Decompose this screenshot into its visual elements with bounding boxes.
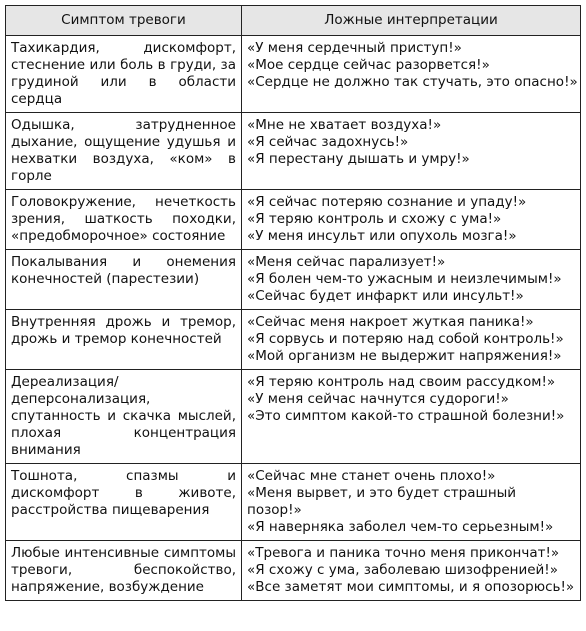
interpretation-line: «Я теряю контроль и схожу с ума!» [247, 211, 502, 227]
interpretation-line: «Это симптом какой-то страшной болезни!» [247, 408, 565, 424]
interpretation-line: «Я наверняка заболел чем-то серьезным!» [247, 519, 554, 535]
interpretation-line: «Мой организм не выдержит напряжения!» [247, 348, 562, 364]
interpretations-cell [242, 250, 581, 310]
interpretation-line: «Все заметят мои симптомы, и я опозорюсь!» [247, 579, 575, 595]
interpretation-line: «Сейчас меня накроет жуткая паника!» [247, 314, 534, 330]
interpretation-line: «У меня сейчас начнутся судороги!» [247, 391, 509, 407]
interpretation-line: «Сердце не должно так стучать, это опасно!» [247, 74, 578, 90]
table-header-row [6, 6, 581, 36]
interpretation-line: «Меня сейчас парализует!» [247, 254, 446, 270]
symptom-cell: Дереализация/деперсонализация, спутанность и скачка мыслей, плохая концентрация внимания [6, 370, 242, 464]
table-row [6, 113, 581, 190]
table-row [6, 310, 581, 370]
symptom-cell: Головокружение, нечеткость зрения, шаткость походки, «предобморочное» состояние [6, 190, 242, 250]
interpretation-line: «Меня вырвет, и это будет страшный позор!» [247, 485, 517, 518]
interpretations-cell [242, 541, 581, 601]
interpretations-cell [242, 310, 581, 370]
interpretation-line: «Я теряю контроль над своим рассудком!» [247, 374, 556, 390]
interpretations-cell [242, 113, 581, 190]
symptom-cell: Одышка, затрудненное дыхание, ощущение удушья и нехватки воздуха, «ком» в горле [6, 113, 242, 190]
header-symptom: Симптом тревоги [6, 6, 242, 36]
interpretation-line: «Тревога и паника точно меня прикончат!» [247, 545, 560, 561]
table-row [6, 190, 581, 250]
interpretation-line: «У меня инсульт или опухоль мозга!» [247, 228, 517, 244]
interpretation-line: «Я схожу с ума, заболеваю шизофренией!» [247, 562, 558, 578]
symptom-cell: Тахикардия, дискомфорт, стеснение или боль в груди, за грудиной или в области сердца [6, 36, 242, 113]
table-row [6, 36, 581, 113]
interpretation-line: «Сейчас будет инфаркт или инсульт!» [247, 288, 524, 304]
table-row [6, 541, 581, 601]
interpretation-line: «Мое сердце сейчас разорвется!» [247, 57, 490, 73]
header-interpretations: Ложные интерпретации [242, 6, 581, 36]
interpretations-cell [242, 464, 581, 541]
table-row [6, 464, 581, 541]
interpretation-line: «У меня сердечный приступ!» [247, 40, 462, 56]
interpretation-line: «Я сейчас потеряю сознание и упаду!» [247, 194, 527, 210]
interpretations-cell [242, 36, 581, 113]
symptom-cell: Внутренняя дрожь и тремор, дрожь и тремор конечностей [6, 310, 242, 370]
interpretation-line: «Я болен чем-то ужасным и неизлечимым!» [247, 271, 562, 287]
interpretation-line: «Сейчас мне станет очень плохо!» [247, 468, 496, 484]
interpretations-cell [242, 370, 581, 464]
interpretation-line: «Мне не хватает воздуха!» [247, 117, 442, 133]
table-row [6, 370, 581, 464]
symptom-cell: Любые интенсивные симптомы тревоги, беспокойство, напряжение, возбуждение [6, 541, 242, 601]
interpretation-line: «Я сейчас задохнусь!» [247, 134, 409, 150]
interpretations-cell [242, 190, 581, 250]
symptom-cell: Покалывания и онемения конечностей (парестезии) [6, 250, 242, 310]
symptoms-table [5, 5, 581, 601]
interpretation-line: «Я перестану дышать и умру!» [247, 151, 470, 167]
symptom-cell: Тошнота, спазмы и дискомфорт в животе, расстройства пищеварения [6, 464, 242, 541]
table-row [6, 250, 581, 310]
interpretation-line: «Я сорвусь и потеряю над собой контроль!» [247, 331, 564, 347]
